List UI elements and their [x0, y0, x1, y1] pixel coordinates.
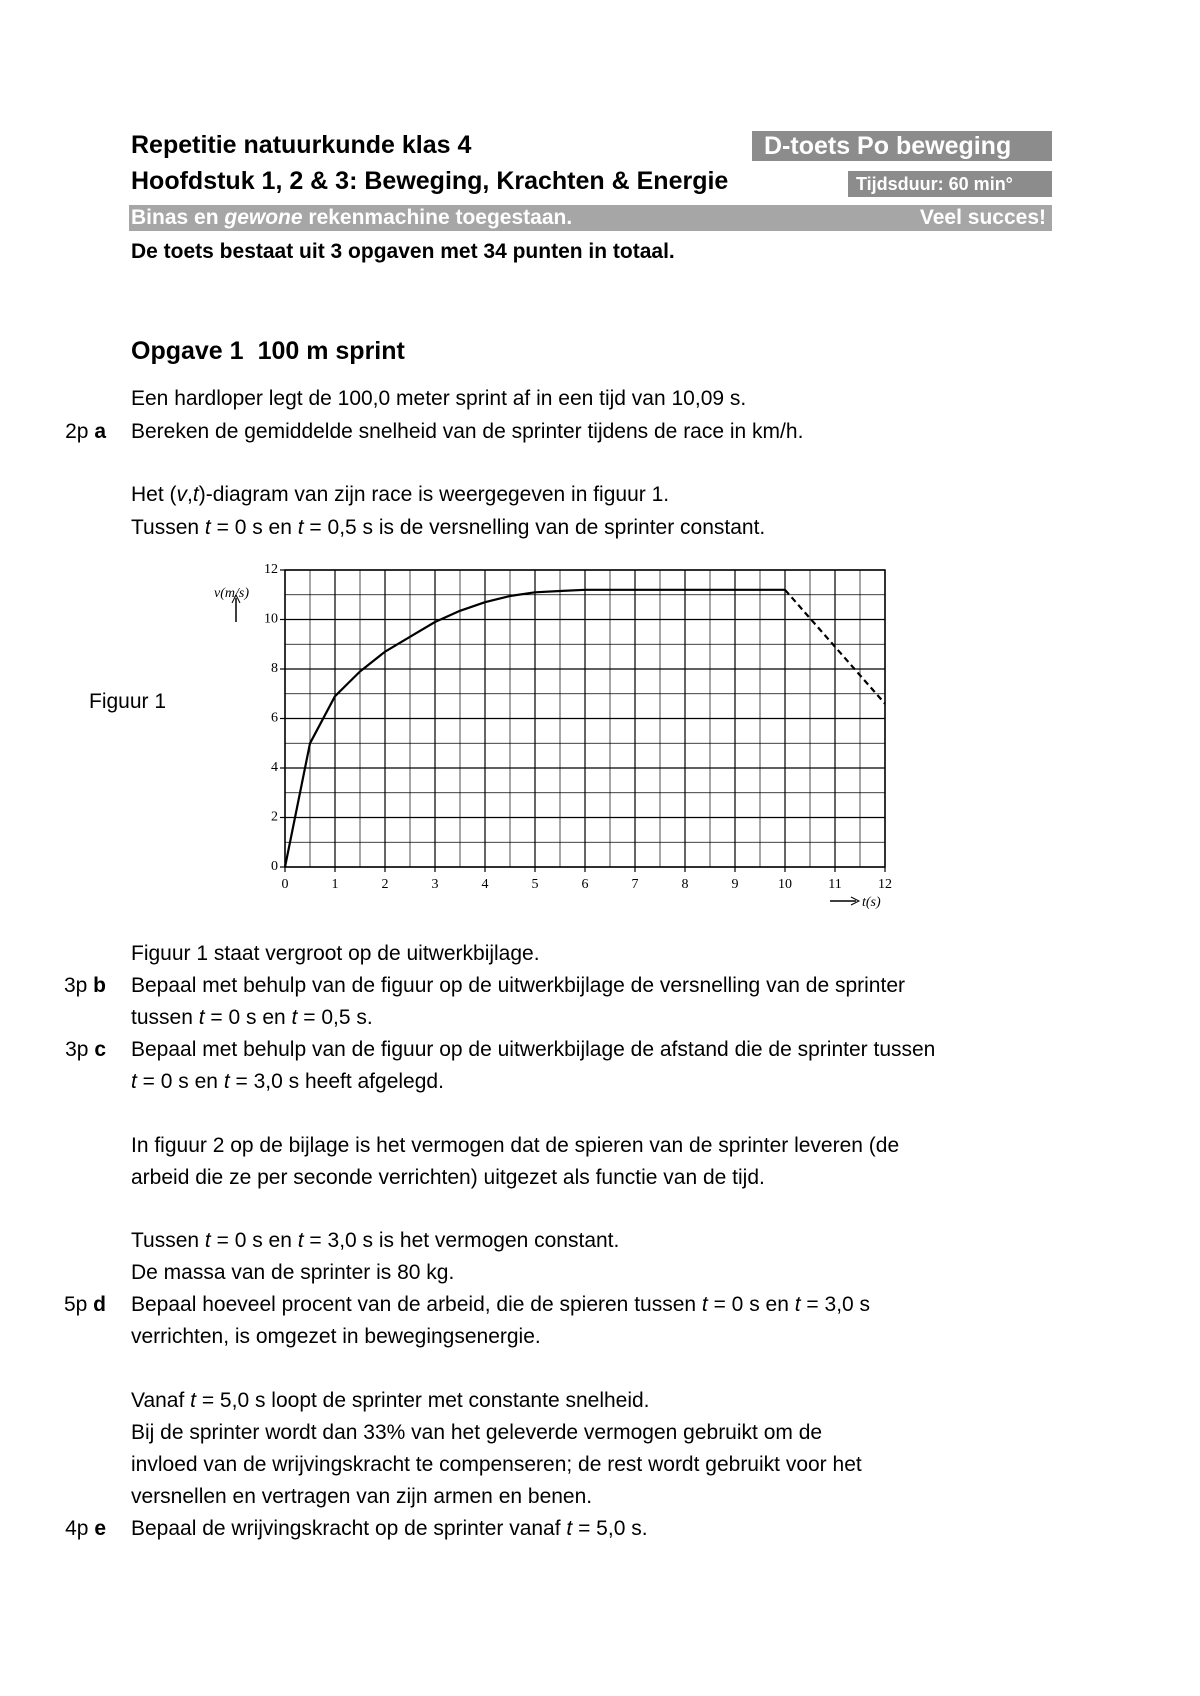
- acceleration-note: Tussen t = 0 s en t = 0,5 s is de versnelling van de sprinter constant.: [131, 516, 766, 539]
- y-tick-label: 4: [271, 760, 278, 775]
- question-d-line2: verrichten, is omgezet in bewegingsenergie.: [131, 1325, 541, 1348]
- question-e-points: 4p e: [65, 1517, 106, 1540]
- diagram-intro: Het (v,t)-diagram van zijn race is weergegeven in figuur 1.: [131, 483, 670, 506]
- y-tick-label: 10: [264, 611, 278, 627]
- power-text-line1: In figuur 2 op de bijlage is het vermogen dat de spieren van de sprinter leveren (de: [131, 1134, 900, 1157]
- x-tick-label: 1: [331, 877, 339, 892]
- x-tick-label: 0: [281, 877, 289, 892]
- friction-text-line4: versnellen en vertragen van zijn armen en benen.: [131, 1485, 593, 1508]
- figure-label: Figuur 1: [89, 690, 167, 713]
- y-tick-label: 2: [271, 809, 278, 825]
- test-info: De toets bestaat uit 3 opgaven met 34 punten in totaal.: [131, 240, 675, 263]
- question-c-points: 3p c: [65, 1038, 106, 1061]
- question-d-line1: Bepaal hoeveel procent van de arbeid, die de spieren tussen t = 0 s en t = 3,0 s: [131, 1293, 871, 1316]
- x-axis-arrow: [830, 897, 859, 905]
- y-tick-label: 6: [271, 710, 278, 726]
- question-c-line2: t = 0 s en t = 3,0 s heeft afgelegd.: [131, 1070, 444, 1093]
- question-a-text: Bereken de gemiddelde snelheid van de sprinter tijdens de race in km/h.: [131, 420, 804, 443]
- question-b-line1: Bepaal met behulp van de figuur op de uitwerkbijlage de versnelling van de sprinter: [131, 974, 905, 997]
- question-a-points: 2p a: [65, 420, 106, 443]
- x-tick-label: 8: [681, 877, 689, 892]
- x-tick-label: 3: [431, 877, 439, 892]
- x-tick-label: 2: [381, 877, 389, 892]
- intro-text: Een hardloper legt de 100,0 meter sprint af in een tijd van 10,09 s.: [131, 387, 747, 410]
- x-tick-label: 6: [581, 877, 589, 892]
- friction-text-line3: invloed van de wrijvingskracht te compenseren; de rest wordt gebruikt voor het: [131, 1453, 862, 1476]
- vt-diagram: [200, 555, 920, 915]
- y-tick-label: 0: [271, 859, 278, 874]
- page-title: Repetitie natuurkunde klas 4: [131, 131, 472, 159]
- x-tick-label: 7: [631, 877, 639, 892]
- after-figure-text: Figuur 1 staat vergroot op de uitwerkbijlage.: [131, 942, 540, 965]
- x-tick-label: 5: [531, 877, 539, 892]
- y-axis-label: v(m/s): [214, 586, 249, 601]
- question-b-line2: tussen t = 0 s en t = 0,5 s.: [131, 1006, 373, 1029]
- y-tick-label: 12: [264, 562, 278, 577]
- good-luck-text: Veel succes!: [919, 206, 1046, 229]
- constant-speed-text: Vanaf t = 5,0 s loopt de sprinter met constante snelheid.: [131, 1389, 650, 1412]
- mass-text: De massa van de sprinter is 80 kg.: [131, 1261, 455, 1284]
- x-tick-label: 12: [878, 877, 892, 892]
- question-c-line1: Bepaal met behulp van de figuur op de uitwerkbijlage de afstand die de sprinter tussen: [131, 1038, 936, 1061]
- constant-power-text: Tussen t = 0 s en t = 3,0 s is het vermogen constant.: [131, 1229, 620, 1252]
- allowed-tools-text: Binas en gewone rekenmachine toegestaan.: [131, 206, 573, 229]
- x-tick-label: 11: [828, 877, 842, 892]
- duration-badge: Tijdsduur: 60 min°: [848, 171, 1052, 197]
- power-text-line2: arbeid die ze per seconde verrichten) uitgezet als functie van de tijd.: [131, 1166, 765, 1189]
- question-e-text: Bepaal de wrijvingskracht op de sprinter vanaf t = 5,0 s.: [131, 1517, 648, 1540]
- x-tick-label: 10: [778, 877, 792, 892]
- question-b-points: 3p b: [63, 974, 106, 997]
- info-bar: [129, 205, 1052, 231]
- page-subtitle: Hoofdstuk 1, 2 & 3: Beweging, Krachten & Energie: [131, 167, 729, 195]
- x-tick-label: 4: [481, 877, 489, 892]
- question-d-points: 5p d: [63, 1293, 106, 1316]
- x-axis-label: t(s): [862, 895, 881, 910]
- opgave-heading: Opgave 1 100 m sprint: [131, 337, 405, 365]
- chart-grid: [285, 570, 885, 867]
- friction-text-line2: Bij de sprinter wordt dan 33% van het geleverde vermogen gebruikt om de: [131, 1421, 823, 1444]
- x-tick-label: 9: [731, 877, 739, 892]
- test-type-badge: D-toets Po beweging: [752, 131, 1052, 161]
- y-tick-label: 8: [271, 661, 278, 676]
